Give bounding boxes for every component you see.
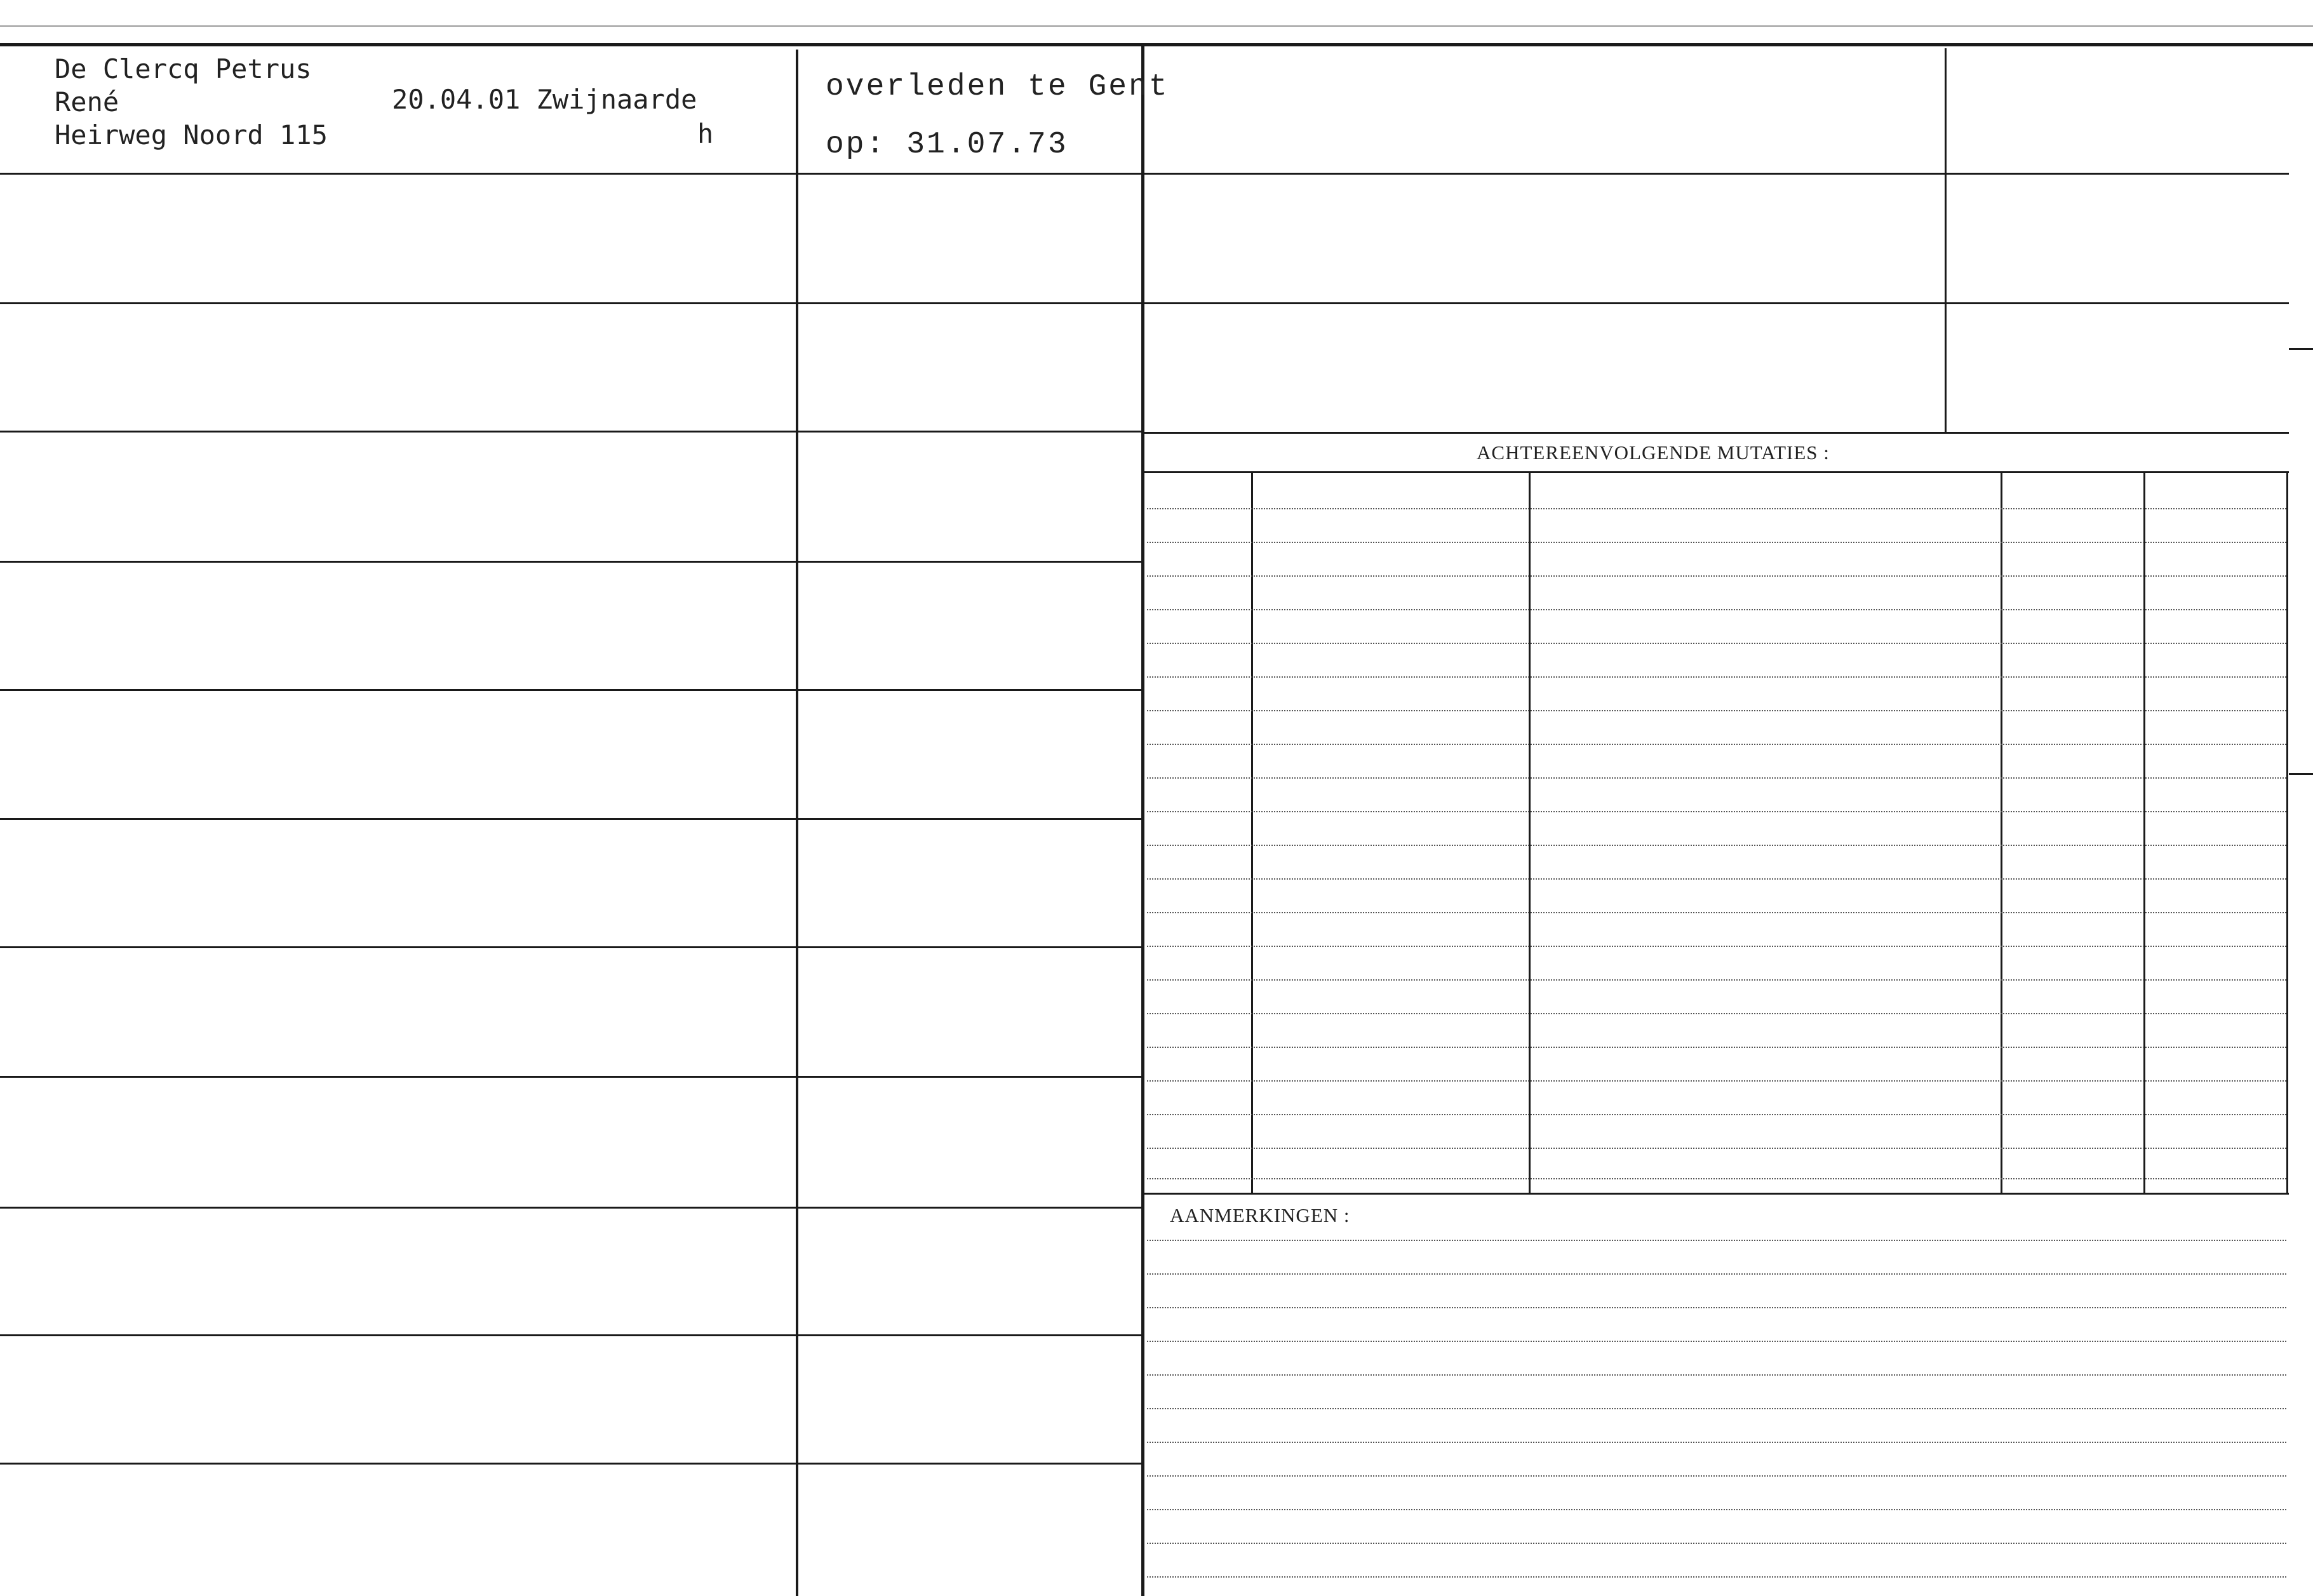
remarks-dotted-row (1147, 1475, 2286, 1477)
mutations-col-line (2286, 473, 2288, 1193)
mutations-dotted-row (1147, 1178, 2286, 1179)
right-row-line (1144, 173, 2289, 175)
mutations-dotted-row (1147, 643, 2286, 644)
mutations-col-line (1251, 473, 1253, 1193)
mutations-dotted-row (1147, 542, 2286, 543)
mutations-dotted-row (1147, 845, 2286, 846)
remarks-dotted-row (1147, 1240, 2286, 1241)
mutations-dotted-row (1147, 1047, 2286, 1048)
edge-tick (2289, 773, 2313, 775)
column-divider-1 (796, 50, 798, 1596)
death-date: op: 31.07.73 (826, 128, 1068, 162)
top-faint-border (0, 25, 2313, 27)
left-row-line (0, 818, 1141, 820)
left-row-line (0, 302, 1141, 304)
left-row-line (0, 1076, 1141, 1078)
left-row-line (0, 946, 1141, 948)
mutations-col-line (1529, 473, 1531, 1193)
mutations-dotted-row (1147, 912, 2286, 913)
mutations-dotted-row (1147, 508, 2286, 509)
left-row-line (0, 1334, 1141, 1336)
remarks-dotted-row (1147, 1576, 2286, 1578)
mutations-dotted-row (1147, 575, 2286, 577)
death-place: overleden te Gent (826, 70, 1169, 104)
left-row-line (0, 431, 1141, 433)
mutations-dotted-row (1147, 777, 2286, 779)
person-name-line2: René (55, 86, 119, 117)
mutations-dotted-row (1147, 946, 2286, 947)
left-row-line (0, 561, 1141, 563)
mutations-dotted-row (1147, 676, 2286, 678)
mutations-dotted-row (1147, 811, 2286, 812)
left-row-line (0, 689, 1141, 691)
left-row-line (0, 1463, 1141, 1465)
mutations-dotted-row (1147, 1013, 2286, 1014)
mutations-dotted-row (1147, 609, 2286, 610)
remarks-heading: AANMERKINGEN : (1170, 1204, 1350, 1226)
mutations-dotted-row (1147, 710, 2286, 711)
left-row-line (0, 1207, 1141, 1209)
mutations-dotted-row (1147, 979, 2286, 981)
mutations-heading: ACHTEREENVOLGENDE MUTATIES : (1477, 441, 1830, 464)
remarks-dotted-row (1147, 1408, 2286, 1409)
remarks-dotted-row (1147, 1307, 2286, 1308)
remarks-dotted-row (1147, 1374, 2286, 1376)
mutations-col-line (2143, 473, 2145, 1193)
left-row-line (0, 173, 1141, 175)
mutations-top-line (1144, 471, 2289, 473)
mutations-dotted-row (1147, 1148, 2286, 1149)
mutations-col-line (2001, 473, 2002, 1193)
remarks-dotted-row (1147, 1273, 2286, 1275)
mutations-dotted-row (1147, 878, 2286, 880)
right-row-line (1144, 302, 2289, 304)
remarks-dotted-row (1147, 1543, 2286, 1544)
remarks-dotted-row (1147, 1509, 2286, 1510)
remarks-dotted-row (1147, 1341, 2286, 1342)
mutations-dotted-row (1147, 744, 2286, 745)
column-divider-2 (1141, 46, 1144, 1596)
person-address: Heirweg Noord 115 (55, 119, 328, 151)
mutations-bottom-line (1144, 1193, 2289, 1195)
right-row-line (1144, 432, 2289, 434)
column-divider-3 (1945, 48, 1947, 433)
top-border (0, 43, 2313, 46)
person-sex: h (697, 118, 714, 149)
remarks-dotted-row (1147, 1442, 2286, 1443)
edge-tick (2289, 348, 2313, 350)
mutations-dotted-row (1147, 1114, 2286, 1115)
person-birth: 20.04.01 Zwijnaarde (392, 84, 697, 115)
mutations-dotted-row (1147, 1080, 2286, 1082)
person-name-line1: De Clercq Petrus (55, 53, 312, 84)
